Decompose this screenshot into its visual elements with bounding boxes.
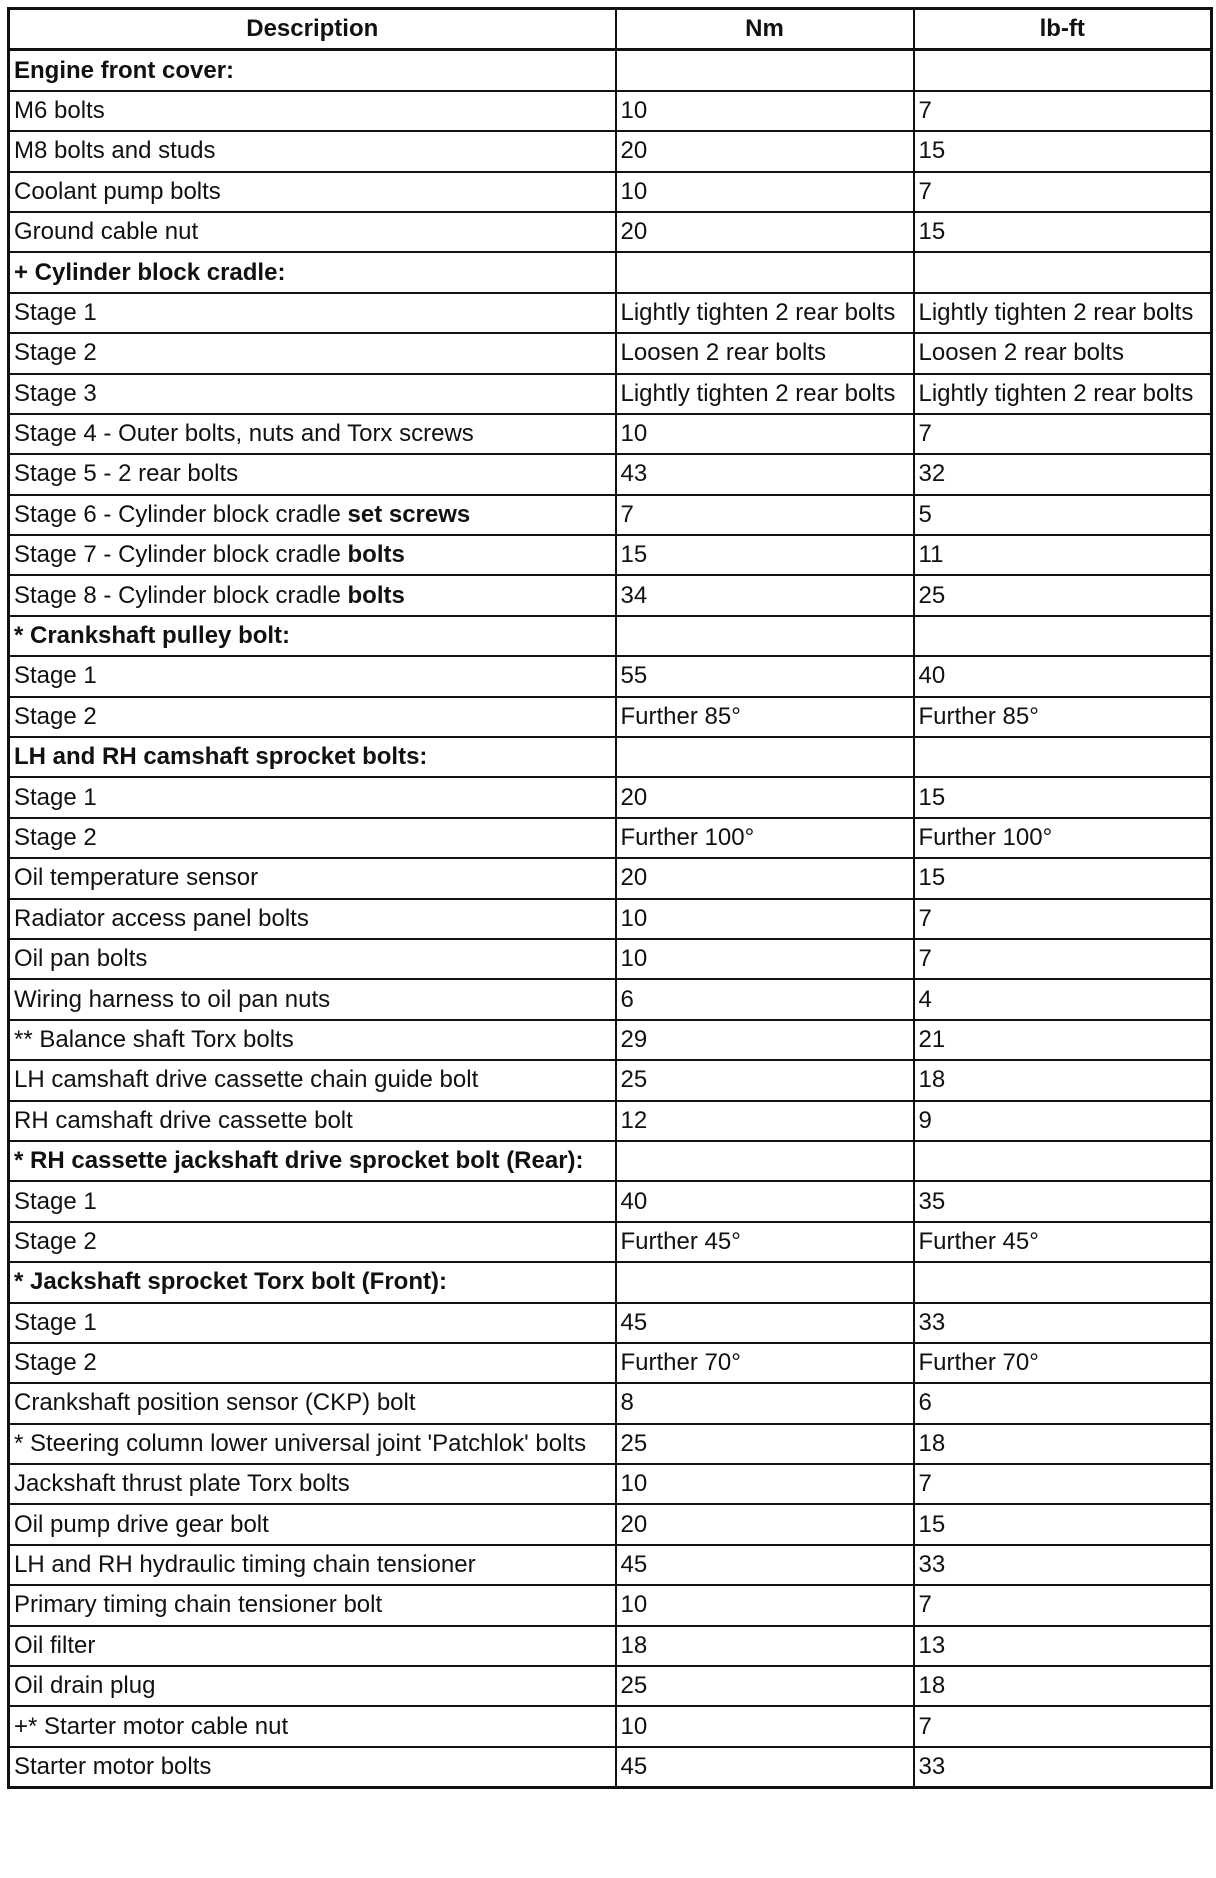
table-section-row — [9, 616, 1212, 656]
description-text: Stage 4 - Outer bolts, nuts and Torx screws — [14, 420, 474, 448]
table-row — [9, 212, 1212, 252]
description-text: Oil filter — [14, 1631, 96, 1659]
description-cell — [9, 656, 616, 696]
lbft-value-cell: 7 — [914, 1464, 1212, 1504]
description-cell — [9, 212, 616, 252]
lbft-value-cell: 7 — [914, 939, 1212, 979]
header-nm: Nm — [616, 9, 914, 50]
description-text: Radiator access panel bolts — [14, 904, 309, 932]
lbft-value-cell — [914, 1141, 1212, 1181]
description-cell — [9, 818, 616, 858]
table-row — [9, 575, 1212, 615]
table-row — [9, 414, 1212, 454]
nm-value-cell: Further 45° — [616, 1222, 914, 1262]
description-cell — [9, 939, 616, 979]
table-row — [9, 1020, 1212, 1060]
nm-value-cell: 15 — [616, 535, 914, 575]
nm-value-cell: 8 — [616, 1383, 914, 1423]
description-text: Stage 6 - Cylinder block cradle — [14, 500, 348, 528]
nm-value-cell: 45 — [616, 1747, 914, 1788]
description-cell — [9, 172, 616, 212]
nm-value-cell: 45 — [616, 1303, 914, 1343]
description-text: Stage 1 — [14, 1308, 97, 1336]
torque-spec-sheet — [7, 7, 1213, 1789]
lbft-value-cell: 15 — [914, 777, 1212, 817]
table-row — [9, 535, 1212, 575]
nm-value-cell: 18 — [616, 1626, 914, 1666]
table-row — [9, 1060, 1212, 1100]
description-text: Stage 3 — [14, 379, 97, 407]
lbft-value-cell — [914, 616, 1212, 656]
table-row — [9, 1666, 1212, 1706]
description-text: LH camshaft drive cassette chain guide bolt — [14, 1066, 479, 1094]
table-row — [9, 1181, 1212, 1221]
description-cell — [9, 1020, 616, 1060]
table-row — [9, 656, 1212, 696]
nm-value-cell — [616, 1141, 914, 1181]
table-body — [9, 50, 1212, 1788]
description-cell — [9, 293, 616, 333]
lbft-value-cell: 7 — [914, 899, 1212, 939]
table-row — [9, 1343, 1212, 1383]
nm-value-cell: 29 — [616, 1020, 914, 1060]
lbft-value-cell: 18 — [914, 1060, 1212, 1100]
description-text: * Steering column lower universal joint 'Patchlok' bolts — [14, 1429, 587, 1457]
table-section-row — [9, 50, 1212, 91]
description-cell — [9, 1504, 616, 1544]
section-heading: Engine front cover: — [14, 56, 235, 84]
nm-value-cell: 10 — [616, 1464, 914, 1504]
description-cell — [9, 616, 616, 656]
description-cell — [9, 979, 616, 1019]
description-cell — [9, 1222, 616, 1262]
table-row — [9, 1626, 1212, 1666]
lbft-value-cell: 15 — [914, 858, 1212, 898]
lbft-value-cell: Further 85° — [914, 697, 1212, 737]
table-row — [9, 777, 1212, 817]
lbft-value-cell: 35 — [914, 1181, 1212, 1221]
lbft-value-cell: Further 70° — [914, 1343, 1212, 1383]
nm-value-cell — [616, 50, 914, 91]
table-row — [9, 1747, 1212, 1788]
lbft-value-cell: 15 — [914, 131, 1212, 171]
table-row — [9, 1222, 1212, 1262]
description-text: Stage 1 — [14, 298, 97, 326]
nm-value-cell: 10 — [616, 899, 914, 939]
description-cell — [9, 495, 616, 535]
table-row — [9, 495, 1212, 535]
description-emphasis: set screws — [347, 500, 471, 528]
section-heading: * Crankshaft pulley bolt: — [14, 622, 291, 650]
nm-value-cell — [616, 616, 914, 656]
nm-value-cell: Further 85° — [616, 697, 914, 737]
description-text: RH camshaft drive cassette bolt — [14, 1106, 353, 1134]
description-cell — [9, 1181, 616, 1221]
description-text: Stage 2 — [14, 1227, 97, 1255]
table-row — [9, 1464, 1212, 1504]
lbft-value-cell: 11 — [914, 535, 1212, 575]
nm-value-cell: 10 — [616, 1706, 914, 1746]
nm-value-cell: 10 — [616, 414, 914, 454]
lbft-value-cell: 33 — [914, 1545, 1212, 1585]
table-row — [9, 1424, 1212, 1464]
description-text: Stage 2 — [14, 1349, 97, 1377]
lbft-value-cell: 6 — [914, 1383, 1212, 1423]
lbft-value-cell — [914, 737, 1212, 777]
table-row — [9, 1585, 1212, 1625]
description-cell — [9, 1666, 616, 1706]
description-text: Oil drain plug — [14, 1672, 156, 1700]
table-row — [9, 172, 1212, 212]
lbft-value-cell: 15 — [914, 1504, 1212, 1544]
lbft-value-cell: 25 — [914, 575, 1212, 615]
table-row — [9, 858, 1212, 898]
description-text: Starter motor bolts — [14, 1752, 212, 1780]
description-text: Oil pump drive gear bolt — [14, 1510, 269, 1538]
description-text: Stage 1 — [14, 1187, 97, 1215]
lbft-value-cell: 21 — [914, 1020, 1212, 1060]
lbft-value-cell: 7 — [914, 91, 1212, 131]
nm-value-cell: 12 — [616, 1101, 914, 1141]
description-cell — [9, 50, 616, 91]
table-row — [9, 374, 1212, 414]
description-cell — [9, 858, 616, 898]
nm-value-cell: 25 — [616, 1666, 914, 1706]
nm-value-cell: 45 — [616, 1545, 914, 1585]
nm-value-cell: 20 — [616, 858, 914, 898]
nm-value-cell: Further 100° — [616, 818, 914, 858]
description-text: +* Starter motor cable nut — [14, 1712, 289, 1740]
table-row — [9, 131, 1212, 171]
description-cell — [9, 575, 616, 615]
nm-value-cell: Loosen 2 rear bolts — [616, 333, 914, 373]
nm-value-cell: 10 — [616, 939, 914, 979]
table-row — [9, 333, 1212, 373]
description-cell — [9, 1545, 616, 1585]
description-text: Stage 2 — [14, 702, 97, 730]
description-emphasis: bolts — [347, 541, 405, 569]
description-cell — [9, 899, 616, 939]
torque-table — [7, 7, 1213, 1789]
lbft-value-cell: 33 — [914, 1303, 1212, 1343]
description-text: Primary timing chain tensioner bolt — [14, 1591, 383, 1619]
description-emphasis: bolts — [347, 581, 405, 609]
description-cell — [9, 374, 616, 414]
lbft-value-cell: Lightly tighten 2 rear bolts — [914, 293, 1212, 333]
lbft-value-cell: 7 — [914, 172, 1212, 212]
lbft-value-cell — [914, 50, 1212, 91]
section-heading: * RH cassette jackshaft drive sprocket bolt (Rear): — [14, 1147, 584, 1175]
table-row — [9, 1101, 1212, 1141]
lbft-value-cell: Further 100° — [914, 818, 1212, 858]
nm-value-cell: 25 — [616, 1424, 914, 1464]
nm-value-cell — [616, 1262, 914, 1302]
nm-value-cell: Further 70° — [616, 1343, 914, 1383]
lbft-value-cell: Loosen 2 rear bolts — [914, 333, 1212, 373]
description-cell — [9, 1747, 616, 1788]
description-text: Stage 2 — [14, 824, 97, 851]
description-text: Ground cable nut — [14, 218, 199, 246]
table-row — [9, 1303, 1212, 1343]
description-cell — [9, 1424, 616, 1464]
description-cell — [9, 1585, 616, 1625]
lbft-value-cell: Further 45° — [914, 1222, 1212, 1262]
lbft-value-cell: 13 — [914, 1626, 1212, 1666]
description-cell — [9, 1343, 616, 1383]
description-cell — [9, 737, 616, 777]
description-cell — [9, 1626, 616, 1666]
lbft-value-cell: 18 — [914, 1666, 1212, 1706]
nm-value-cell: 20 — [616, 1504, 914, 1544]
nm-value-cell: Lightly tighten 2 rear bolts — [616, 374, 914, 414]
table-row — [9, 91, 1212, 131]
description-text: Wiring harness to oil pan nuts — [14, 985, 331, 1013]
description-cell — [9, 1464, 616, 1504]
table-section-row — [9, 1262, 1212, 1302]
lbft-value-cell: 5 — [914, 495, 1212, 535]
lbft-value-cell — [914, 1262, 1212, 1302]
lbft-value-cell: 32 — [914, 454, 1212, 494]
nm-value-cell: Lightly tighten 2 rear bolts — [616, 293, 914, 333]
lbft-value-cell: 7 — [914, 414, 1212, 454]
lbft-value-cell: 18 — [914, 1424, 1212, 1464]
description-text: M8 bolts and studs — [14, 137, 216, 165]
description-cell — [9, 131, 616, 171]
description-cell — [9, 777, 616, 817]
description-cell — [9, 454, 616, 494]
nm-value-cell: 20 — [616, 131, 914, 171]
description-cell — [9, 697, 616, 737]
description-cell — [9, 1706, 616, 1746]
table-row — [9, 979, 1212, 1019]
nm-value-cell: 43 — [616, 454, 914, 494]
section-heading: * Jackshaft sprocket Torx bolt (Front): — [14, 1268, 447, 1296]
lbft-value-cell: 40 — [914, 656, 1212, 696]
description-text: Oil pan bolts — [14, 945, 148, 973]
description-cell — [9, 1141, 616, 1181]
lbft-value-cell: 9 — [914, 1101, 1212, 1141]
description-text: Coolant pump bolts — [14, 177, 221, 205]
description-cell — [9, 1101, 616, 1141]
table-row — [9, 899, 1212, 939]
nm-value-cell — [616, 252, 914, 292]
nm-value-cell: 10 — [616, 1585, 914, 1625]
table-row — [9, 1504, 1212, 1544]
nm-value-cell — [616, 737, 914, 777]
description-cell — [9, 535, 616, 575]
table-row — [9, 1706, 1212, 1746]
nm-value-cell: 25 — [616, 1060, 914, 1100]
description-text: Stage 5 - 2 rear bolts — [14, 460, 239, 488]
lbft-value-cell — [914, 252, 1212, 292]
description-text: Crankshaft position sensor (CKP) bolt — [14, 1389, 416, 1417]
description-text: Stage 8 - Cylinder block cradle — [14, 581, 348, 609]
description-text: Oil temperature sensor — [14, 864, 259, 892]
description-cell — [9, 1262, 616, 1302]
lbft-value-cell: 33 — [914, 1747, 1212, 1788]
description-text: Stage 1 — [14, 783, 97, 811]
nm-value-cell: 34 — [616, 575, 914, 615]
nm-value-cell: 55 — [616, 656, 914, 696]
description-cell — [9, 1060, 616, 1100]
description-text: ** Balance shaft Torx bolts — [14, 1025, 294, 1053]
nm-value-cell: 10 — [616, 172, 914, 212]
table-section-row — [9, 252, 1212, 292]
description-cell — [9, 414, 616, 454]
description-cell — [9, 333, 616, 373]
lbft-value-cell: 4 — [914, 979, 1212, 1019]
table-row — [9, 818, 1212, 858]
lbft-value-cell: 15 — [914, 212, 1212, 252]
description-text: Jackshaft thrust plate Torx bolts — [14, 1470, 350, 1498]
table-row — [9, 1383, 1212, 1423]
section-heading: + Cylinder block cradle: — [14, 258, 286, 286]
description-cell — [9, 1303, 616, 1343]
nm-value-cell: 10 — [616, 91, 914, 131]
lbft-value-cell: Lightly tighten 2 rear bolts — [914, 374, 1212, 414]
section-heading: LH and RH camshaft sprocket bolts: — [14, 743, 428, 771]
lbft-value-cell: 7 — [914, 1585, 1212, 1625]
lbft-value-cell: 7 — [914, 1706, 1212, 1746]
header-description: Description — [9, 9, 616, 50]
table-row — [9, 1545, 1212, 1585]
nm-value-cell: 6 — [616, 979, 914, 1019]
table-row — [9, 697, 1212, 737]
table-header-row — [9, 9, 1212, 50]
description-text: Stage 2 — [14, 339, 97, 367]
table-row — [9, 454, 1212, 494]
description-text: LH and RH hydraulic timing chain tensioner — [14, 1551, 476, 1579]
header-lbft: lb-ft — [914, 9, 1212, 50]
description-cell — [9, 252, 616, 292]
table-section-row — [9, 1141, 1212, 1181]
table-section-row — [9, 737, 1212, 777]
nm-value-cell: 20 — [616, 212, 914, 252]
table-row — [9, 293, 1212, 333]
description-text: M6 bolts — [14, 96, 105, 124]
description-cell — [9, 91, 616, 131]
description-text: Stage 7 - Cylinder block cradle — [14, 541, 348, 569]
description-cell — [9, 1383, 616, 1423]
nm-value-cell: 40 — [616, 1181, 914, 1221]
nm-value-cell: 7 — [616, 495, 914, 535]
description-text: Stage 1 — [14, 662, 97, 690]
table-row — [9, 939, 1212, 979]
nm-value-cell: 20 — [616, 777, 914, 817]
